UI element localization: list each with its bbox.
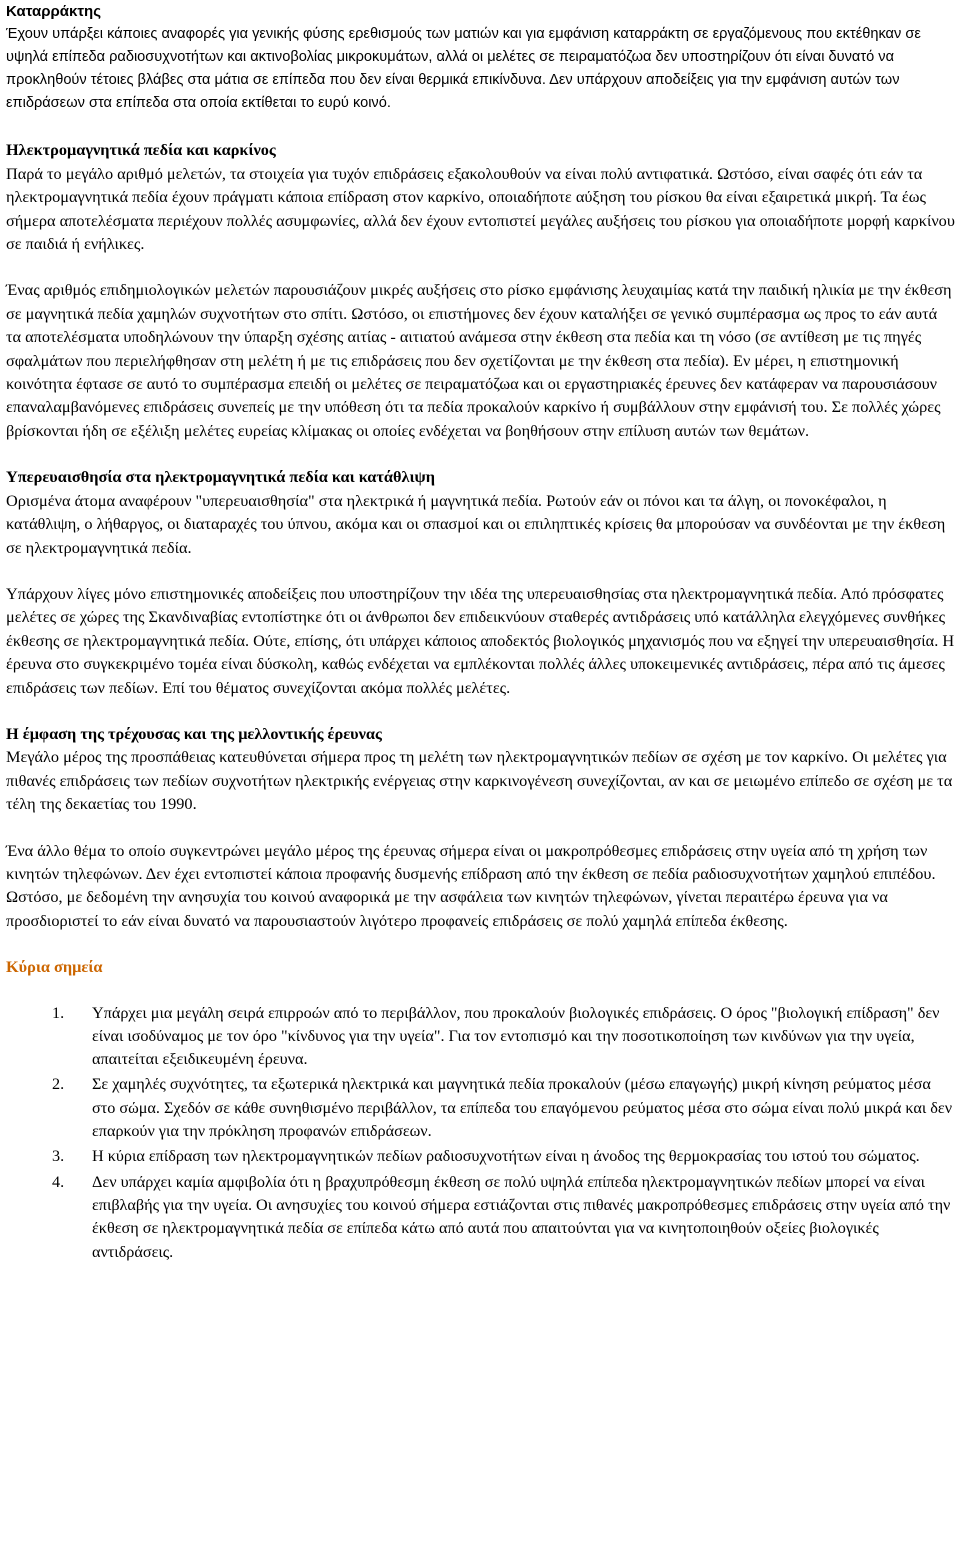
spacer (6, 559, 956, 582)
list-item-text: Η κύρια επίδραση των ηλεκτρομαγνητικών πεδίων ραδιοσυχνοτήτων είναι η άνοδος της θερμοκρασίας του ιστού του σώματος. (92, 1147, 920, 1166)
list-item (52, 1073, 956, 1143)
paragraph-cancer-2: Ένας αριθμός επιδημιολογικών μελετών παρουσιάζουν μικρές αυξήσεις στο ρίσκο εμφάνισης λευχαιμίας κατά την παιδική ηλικία με την έκθεση σε μαγνητικά πεδία χαμηλών συχνοτήτων στο σπίτι. Ωστόσο, οι επιστήμονες δεν έχουν καταλήξει σε γενικό συμπέρασμα ως προς το εάν αυτά τα αποτελέσματα υποδηλώνουν την ύπαρξη σχέσης αιτίας - αιτιατού ανάμεσα στην έκθεση στα πεδία και τη νόσο (σε αντίθεση με τις πηγές σφαλμάτων που περιελήφθησαν στη μελέτη ή με τις επιδράσεις που δεν σχετίζονται με την έκθεση στα πεδία). Εν μέρει, η επιστημονική κοινότητα έφτασε σε αυτό το συμπέρασμα επειδή οι μελέτες σε πειραματόζωα και οι εργαστηριακές έρευνες δεν κατάφεραν να παρουσιάσουν επαναλαμβανόμενες επιδράσεις συνεπείς με την υπόθεση ότι τα πεδία προκαλούν καρκίνο ή συμβάλλουν στην εμφάνισή του. Σε πολλές χώρες βρίσκονται ήδη σε εξέλιξη μελέτες ευρείας κλίμακας οι οποίες ενδέχεται να βοηθήσουν στην επίλυση αυτών των θεμάτων. (6, 280, 952, 440)
list-item-text: Υπάρχει μια μεγάλη σειρά επιρροών από το περιβάλλον, που προκαλούν βιολογικές επιδράσεις. Ο όρος "βιολογική επίδραση" δεν είναι ισοδύναμος με τον όρο "κίνδυνος για την υγεία". Για τον εντοπισμό και την ποσοτικοποίηση των κινδύνων για την υγεία, απαιτείται εξειδικευμένη έρευνα. (92, 1003, 940, 1069)
paragraph-research-2: Ένα άλλο θέμα το οποίο συγκεντρώνει μεγάλο μέρος της έρευνας σήμερα είναι οι μακροπρόθεσμες επιδράσεις στην υγεία από τη χρήση των κινητών τηλεφώνων. Δεν έχει εντοπιστεί κάποια προφανής δυσμενής επίδραση από την έκθεση σε πεδία ραδιοσυχνοτήτων χαμηλού επιπέδου. Ωστόσο, με δεδομένη την ανησυχία του κοινού αναφορικά με την ασφάλεια των κινητών τηλεφώνων, γίνεται περαιτέρω έρευνα για να προσδιοριστεί το εάν είναι δυνατό να παρουσιαστούν λιγότερο προφανείς επιδράσεις σε πολύ χαμηλά επίπεδα έκθεσης. (6, 840, 936, 930)
spacer (6, 115, 956, 138)
list-item-text: Δεν υπάρχει καμία αμφιβολία ότι η βραχυπρόθεσμη έκθεση σε πολύ υψηλά επίπεδα ηλεκτρομαγνητικών πεδίων μπορεί να είναι επιβλαβής για την υγεία. Οι ανησυχίες του κοινού σήμερα εστιάζονται στις πιθανές μακροπρόθεσμες επιδράσεις στην υγεία από την έκθεση σε ηλεκτρομαγνητικά πεδία σε επίπεδα κάτω από αυτά που απαιτούνται για να κινητοποιηθούν οξείες βιολογικές αντιδράσεις. (92, 1172, 951, 1261)
spacer (6, 442, 956, 465)
spacer (6, 932, 956, 955)
spacer (6, 255, 956, 278)
list-item-number: 1. (52, 1003, 65, 1022)
section-cataract (6, 0, 956, 115)
section-title-key-points: Κύρια σημεία (6, 957, 103, 977)
section-title-cataract: Καταρράκτης (6, 3, 102, 20)
paragraph-cancer-1: Παρά το μεγάλο αριθμό μελετών, τα στοιχεία για τυχόν επιδράσεις εξακολουθούν να είναι πολύ αντιφατικά. Ωστόσο, είναι σαφές ότι εάν τα ηλεκτρομαγνητικά πεδία έχουν πράγματι κάποια επίδραση στον καρκίνο, οποιαδήποτε αύξηση του ρίσκου θα είναι εξαιρετικά μικρή. Τα έως σήμερα αποτελέσματα περιέχουν πολλές ασυμφωνίες, αλλά δεν έχουν εντοπιστεί μεγάλες αυξήσεις του ρίσκου για οποιαδήποτε μορφή καρκίνου σε παιδιά ή ενήλικες. (6, 163, 955, 254)
section-research (6, 722, 956, 932)
list-item-number: 4. (52, 1172, 65, 1191)
section-title-cancer: Ηλεκτρομαγνητικά πεδία και καρκίνος (6, 140, 276, 160)
spacer (6, 699, 956, 722)
list-item-number: 3. (52, 1147, 65, 1166)
paragraph-hypersensitivity-2: Υπάρχουν λίγες μόνο επιστημονικές αποδείξεις που υποστηρίζουν την ιδέα της υπερευαισθησίας στα ηλεκτρομαγνητικά πεδία. Από πρόσφατες μελέτες σε χώρες της Σκανδιναβίας εντοπίστηκε ότι οι άνθρωποι δεν επιδεικνύουν σταθερές αντιδράσεις υπό κατάλληλα ελεγχόμενες συνθήκες έκθεσης σε ηλεκτρομαγνητικά πεδία. Ούτε, επίσης, ότι υπάρχει κάποιος αποδεκτός βιολογικός μηχανισμός που να εξηγεί την υπερευαισθησία. Η έρευνα στο συγκεκριμένο τομέα είναι δύσκολη, καθώς ενδέχεται να εμπλέκονται πολλές άλλες υποκειμενικές αντιδράσεις, πέρα από τις άμεσες επιδράσεις των πεδίων. Επί του θέματος συνεχίζονται ακόμα πολλές μελέτες. (6, 583, 955, 697)
list-item (52, 1002, 956, 1072)
paragraph-hypersensitivity-1: Ορισμένα άτομα αναφέρουν "υπερευαισθησία" στα ηλεκτρικά ή μαγνητικά πεδία. Ρωτούν εάν οι πόνοι και τα άλγη, οι πονοκέφαλοι, η κατάθλιψη, ο λήθαργος, οι διαταραχές του ύπνου, ακόμα και οι σπασμοί και οι επιληπτικές κρίσεις θα μπορούσαν να συνδέονται με την έκθεση σε ηλεκτρομαγνητικά πεδία. (6, 490, 946, 557)
paragraph-cataract: Έχουν υπάρξει κάποιες αναφορές για γενικής φύσης ερεθισμούς των ματιών και για εμφάνιση καταρράκτη σε εργαζόμενους που εκτέθηκαν σε υψηλά επίπεδα ραδιοσυχνοτήτων και ακτινοβολίας μικροκυμάτων, αλλά οι μελέτες σε πειραματόζωα δεν υποστηρίζουν ότι είναι δυνατό να προκληθούν τέτοιες βλάβες στα μάτια σε επίπεδα που δεν είναι θερμικά επικίνδυνα. Δεν υπάρχουν αποδείξεις για την εμφάνιση αυτών των επιδράσεων στα επίπεδα στα οποία εκτίθεται το ευρύ κοινό. (6, 26, 921, 112)
section-key-points (6, 955, 956, 1264)
section-hypersensitivity (6, 465, 956, 699)
paragraph-research-1: Μεγάλο μέρος της προσπάθειας κατευθύνεται σήμερα προς τη μελέτη των ηλεκτρομαγνητικών πεδίων σε σχέση με τον καρκίνο. Οι μελέτες για πιθανές επιδράσεις των πεδίων συχνοτήτων ηλεκτρικής ενέργειας στην καρκινογένεση συνεχίζονται, αν και σε μειωμένο επίπεδο σε σχέση με τα τέλη της δεκαετίας του 1990. (6, 747, 953, 814)
key-points-list (6, 1002, 956, 1264)
list-item (52, 1171, 956, 1264)
section-cancer (6, 138, 956, 442)
spacer (6, 816, 956, 839)
list-item-number: 2. (52, 1075, 65, 1094)
section-title-research: Η έμφαση της τρέχουσας και της μελλοντικής έρευνας (6, 723, 382, 743)
list-item (52, 1145, 956, 1168)
list-item-text: Σε χαμηλές συχνότητες, τα εξωτερικά ηλεκτρικά και μαγνητικά πεδία προκαλούν (μέσω επαγωγής) μικρή κίνηση ρεύματος μέσα στο σώμα. Σχεδόν σε κάθε συνηθισμένο περιβάλλον, τα επίπεδα του επαγόμενου ρεύματος μέσα στο σώμα είναι πολύ μικρά και δεν επαρκούν για την πρόκληση προφανών επιδράσεων. (92, 1075, 953, 1141)
section-title-hypersensitivity: Υπερευαισθησία στα ηλεκτρομαγνητικά πεδία και κατάθλιψη (6, 467, 435, 487)
spacer (6, 979, 956, 1002)
